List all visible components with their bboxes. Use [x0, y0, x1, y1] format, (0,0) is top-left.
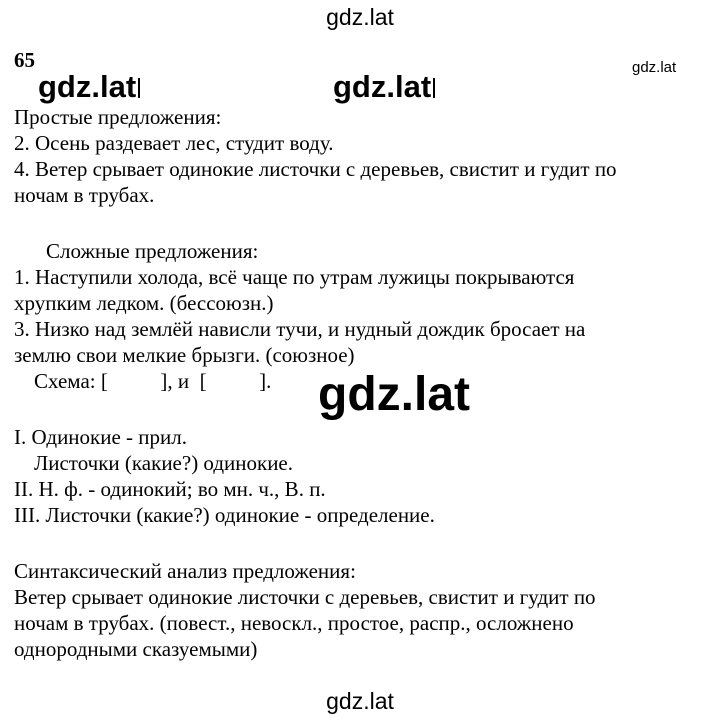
syntax-line-3: однородными сказуемыми) — [14, 637, 258, 661]
simple-sentence-4-line1: 4. Ветер срывает одинокие листочки с деревьев, свистит и гудит по — [14, 157, 617, 181]
syntax-line-2: ночам в трубах. (повест., невоскл., простое, распр., осложнено — [14, 611, 574, 635]
task-number: 65 — [14, 48, 35, 72]
morph-line-3: II. Н. ф. - одинокий; во мн. ч., В. п. — [14, 477, 326, 501]
scheme: Схема: [ ], и [ ]. — [34, 369, 272, 393]
complex-sentence-3-line1: 3. Низко над землёй нависли тучи, и нудный дождик бросает на — [14, 317, 586, 341]
syntax-heading: Синтаксический анализ предложения: — [14, 559, 356, 583]
watermark-bottom: gdz.lat — [326, 688, 394, 714]
simple-heading: Простые предложения: — [14, 105, 222, 129]
complex-heading: Сложные предложения: — [46, 239, 259, 263]
complex-sentence-1-line2: хрупким ледком. (бессоюзн.) — [14, 291, 274, 315]
morph-line-1: I. Одинокие - прил. — [14, 425, 188, 449]
watermark-small: gdz.lat — [632, 59, 677, 76]
morph-line-4: III. Листочки (какие?) одинокие - определение. — [14, 503, 435, 527]
morph-line-2: Листочки (какие?) одинокие. — [34, 451, 294, 475]
complex-sentence-3-line2: землю свои мелкие брызги. (союзное) — [14, 343, 355, 367]
simple-sentence-2: 2. Осень раздевает лес, студит воду. — [14, 131, 334, 155]
watermark-big-center: gdz.lat — [318, 368, 470, 421]
watermark-bold-center: gdz.lat — [333, 69, 435, 105]
syntax-line-1: Ветер срывает одинокие листочки с деревьев, свистит и гудит по — [14, 585, 596, 609]
watermark-top: gdz.lat — [326, 4, 394, 30]
watermark-bold-left: gdz.lat — [38, 69, 140, 105]
complex-sentence-1-line1: 1. Наступили холода, всё чаще по утрам лужицы покрываются — [14, 265, 575, 289]
simple-sentence-4-line2: ночам в трубах. — [14, 183, 155, 207]
